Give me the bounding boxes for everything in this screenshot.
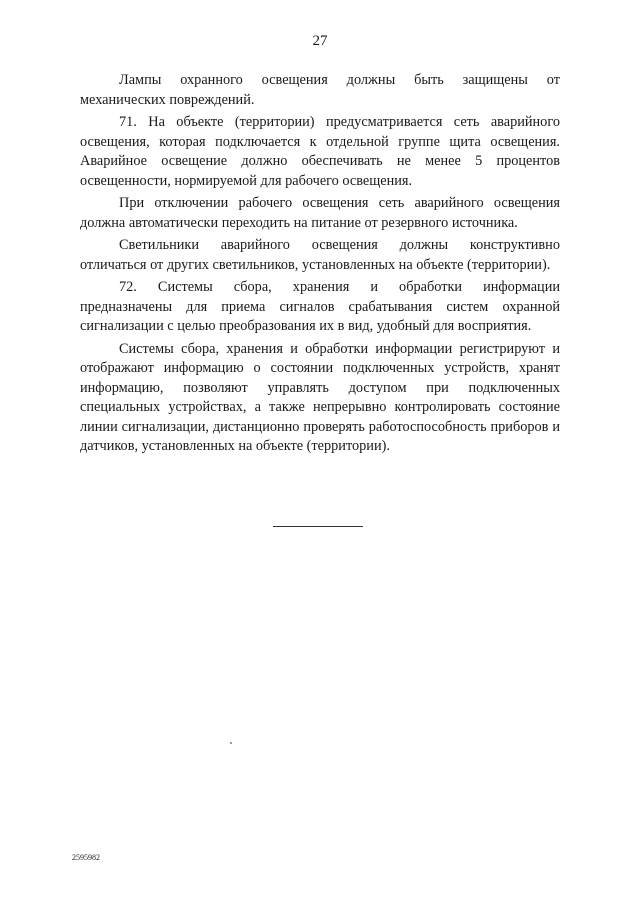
page-number: 27	[312, 33, 328, 49]
paragraph-first-line: При отключении рабочего освещения сеть аварийного освещения	[119, 195, 560, 211]
paragraph-continuation: предназначены для приема сигналов срабатывания систем охранной сигнализации с целью преобразования их в вид, удобный для восприятия.	[80, 298, 560, 334]
paragraph-lamps-protection	[80, 71, 560, 110]
paragraph-first-line: Системы сбора, хранения и обработки информации регистрируют и	[119, 340, 560, 357]
paragraph-continuation: отображают информацию о состоянии подключенных устройств, хранят информацию, позволяют управлять доступом при подключенных специальных устройствах, а также непрерывно контролировать состояние линии сигнализации, дистанционно проверять работоспособность приборов и датчиков, установленных на объекте (территории).	[80, 360, 560, 454]
paragraph-continuation: должна автоматически переходить на питание от резервного источника.	[80, 214, 518, 231]
paragraph-first-line: 71. На объекте (территории) предусматривается сеть аварийного	[119, 114, 560, 130]
scan-speck	[230, 742, 232, 744]
paragraph-emergency-switch	[80, 194, 560, 233]
paragraph-first-line: Лампы охранного освещения должны быть защищены от	[119, 72, 560, 88]
paragraph-info-systems	[80, 340, 560, 457]
paragraph-emergency-fixtures	[80, 236, 560, 275]
paragraph-continuation: отличаться от других светильников, установленных на объекте (территории).	[80, 256, 551, 273]
document-id: 2595982	[72, 853, 100, 862]
document-body	[80, 71, 560, 457]
paragraph-first-line: Светильники аварийного освещения должны конструктивно	[119, 237, 560, 253]
paragraph-item-72	[80, 278, 560, 337]
paragraph-continuation: освещения, которая подключается к отдельной группе щита освещения. Аварийное освещение должно обеспечивать не менее 5 процентов освещенности, нормируемой для рабочего освещения.	[80, 133, 560, 189]
end-of-text-rule	[273, 526, 363, 527]
paragraph-item-71	[80, 113, 560, 191]
paragraph-first-line: 72. Системы сбора, хранения и обработки информации	[119, 279, 560, 295]
paragraph-continuation: механических повреждений.	[80, 91, 255, 108]
